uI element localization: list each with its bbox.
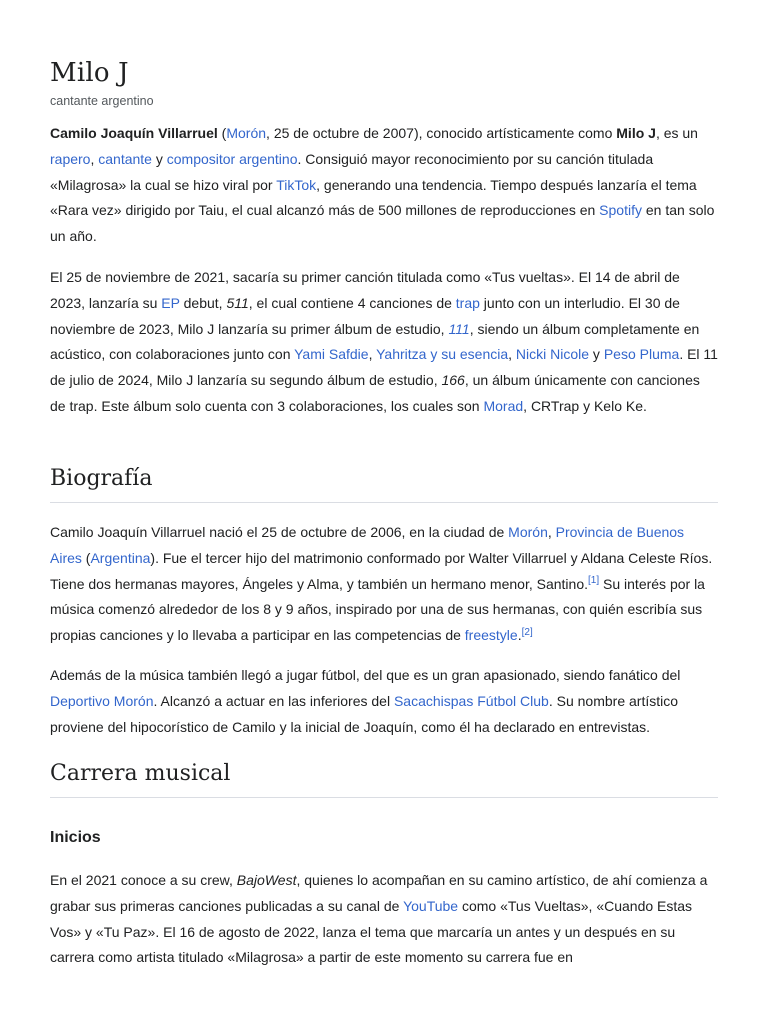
text: Su interés por la música comenzó alrededor de los 8 y 9 años, inspirado por una de sus hermanas, con quién escribía sus propias canciones y lo llevaba a participar en las competencias de xyxy=(50,575,705,644)
text: . Consiguió mayor reconocimiento por su canción titulada «Milagrosa» la cual se hizo viral por xyxy=(50,150,654,193)
text: . xyxy=(517,627,522,644)
inicios-paragraph-1 xyxy=(50,868,718,971)
text: y xyxy=(151,150,167,167)
intro-paragraph-1 xyxy=(50,121,718,250)
link-ep[interactable]: EP xyxy=(161,294,180,311)
reference-link-1[interactable]: [1] xyxy=(588,574,600,586)
link-yahritza[interactable]: Yahritza y su esencia xyxy=(376,346,509,363)
text: junto con un interludio. El 30 de noviembre de 2023, Milo J lanzaría su primer álbum de estudio, xyxy=(50,294,680,337)
reference-1 xyxy=(588,573,599,586)
link-moron[interactable]: Morón xyxy=(508,524,548,540)
link-compositor[interactable]: compositor argentino xyxy=(166,150,298,167)
link-freestyle[interactable]: freestyle xyxy=(464,627,518,644)
link-provincia-buenos-aires[interactable]: Provincia de Buenos Aires xyxy=(50,524,685,566)
stage-name: Milo J xyxy=(616,125,656,141)
reference-2 xyxy=(522,625,533,638)
biografia-paragraph-2 xyxy=(50,663,718,740)
text: ( xyxy=(217,125,227,141)
album-title-166: 166 xyxy=(441,372,465,389)
section-heading-carrera-musical: Carrera musical xyxy=(50,761,718,798)
link-deportivo-moron[interactable]: Deportivo Morón xyxy=(50,692,154,709)
text: , siendo un álbum completamente en acústico, con colaboraciones junto con xyxy=(50,320,700,363)
text: . Alcanzó a actuar en las inferiores del xyxy=(153,692,394,709)
album-title-511: 511 xyxy=(226,294,249,311)
link-rapero[interactable]: rapero xyxy=(50,150,91,167)
text: , generando una tendencia. Tiempo después lanzaría el tema «Rara vez» dirigido por Taiu, el cual alcanzó más de 500 millones de reproducciones en xyxy=(50,176,697,219)
text: , xyxy=(547,524,556,540)
text: , 25 de octubre de 2007), conocido artísticamente como xyxy=(266,125,617,141)
link-album-111[interactable] xyxy=(448,321,469,337)
intro-paragraph-2 xyxy=(50,265,718,420)
text: , xyxy=(368,346,377,363)
link-sacachispas[interactable]: Sacachispas Fútbol Club xyxy=(393,692,549,709)
text: como «Tus Vueltas», «Cuando Estas Vos» y «Tu Paz». El 16 de agosto de 2022, lanza el tema que marcaría un antes y un después en su carrera como artista titulado «Milagrosa» a partir de este momento su carrera fue en xyxy=(50,897,693,966)
album-title-111: 111 xyxy=(448,320,470,337)
text: . El 11 de julio de 2024, Milo J lanzaría su segundo álbum de estudio, xyxy=(50,346,718,389)
text: , xyxy=(508,346,516,363)
section-heading-biografia: Biografía xyxy=(50,466,718,503)
text: , es un xyxy=(655,125,698,141)
text: , el cual contiene 4 canciones de xyxy=(248,294,456,311)
reference-link-2[interactable]: [2] xyxy=(521,626,533,638)
link-yami-safdie[interactable]: Yami Safdie xyxy=(294,346,369,363)
link-nicki-nicole[interactable]: Nicki Nicole xyxy=(515,346,590,363)
text: . Su nombre artístico proviene del hipocorístico de Camilo y la inicial de Joaquín, como él ha declarado en entrevistas. xyxy=(50,692,679,735)
text: y xyxy=(589,346,604,363)
link-morad[interactable]: Morad xyxy=(483,397,524,414)
text: En el 2021 conoce a su crew, xyxy=(50,872,237,888)
text: debut, xyxy=(179,294,227,311)
text: Además de la música también llegó a jugar fútbol, del que es un gran apasionado, siendo fanático del xyxy=(50,667,681,683)
text: ). Fue el tercer hijo del matrimonio conformado por Walter Villarruel y Aldana Celeste Ríos. Tiene dos hermanas mayores, Ángeles y Alma, y también un hermano menor, Santino. xyxy=(50,549,713,592)
crew-name: BajoWest xyxy=(236,872,297,888)
link-tiktok[interactable]: TikTok xyxy=(276,176,317,193)
link-spotify[interactable]: Spotify xyxy=(599,202,642,219)
text: ( xyxy=(81,549,91,566)
link-youtube[interactable]: YouTube xyxy=(403,897,459,914)
biografia-paragraph-1 xyxy=(50,520,718,649)
link-argentina[interactable]: Argentina xyxy=(90,549,151,566)
page-title: Milo J xyxy=(50,58,129,88)
text: , CRTrap y Kelo Ke. xyxy=(523,397,647,414)
text: Camilo Joaquín Villarruel nació el 25 de octubre de 2006, en la ciudad de xyxy=(50,524,509,540)
text: El 25 de noviembre de 2021, sacaría su primer canción titulada como «Tus vueltas». El 14 de abril de 2023, lanzaría su xyxy=(50,269,680,311)
page-subtitle: cantante argentino xyxy=(50,94,154,108)
link-cantante[interactable]: cantante xyxy=(98,150,152,167)
text: , quienes lo acompañan en su camino artístico, de ahí comienza a grabar sus primeras canciones publicadas a su canal de xyxy=(50,872,708,914)
link-peso-pluma[interactable]: Peso Pluma xyxy=(603,346,680,363)
link-trap[interactable]: trap xyxy=(455,294,480,311)
text: en tan solo un año. xyxy=(50,202,715,245)
article-subject-name: Camilo Joaquín Villarruel xyxy=(50,125,218,141)
subsection-heading-inicios: Inicios xyxy=(50,829,101,846)
link-moron[interactable]: Morón xyxy=(226,125,267,141)
text: , un álbum únicamente con canciones de trap. Este álbum solo cuenta con 3 colaboraciones, los cuales son xyxy=(50,372,700,414)
text: , xyxy=(90,150,99,167)
